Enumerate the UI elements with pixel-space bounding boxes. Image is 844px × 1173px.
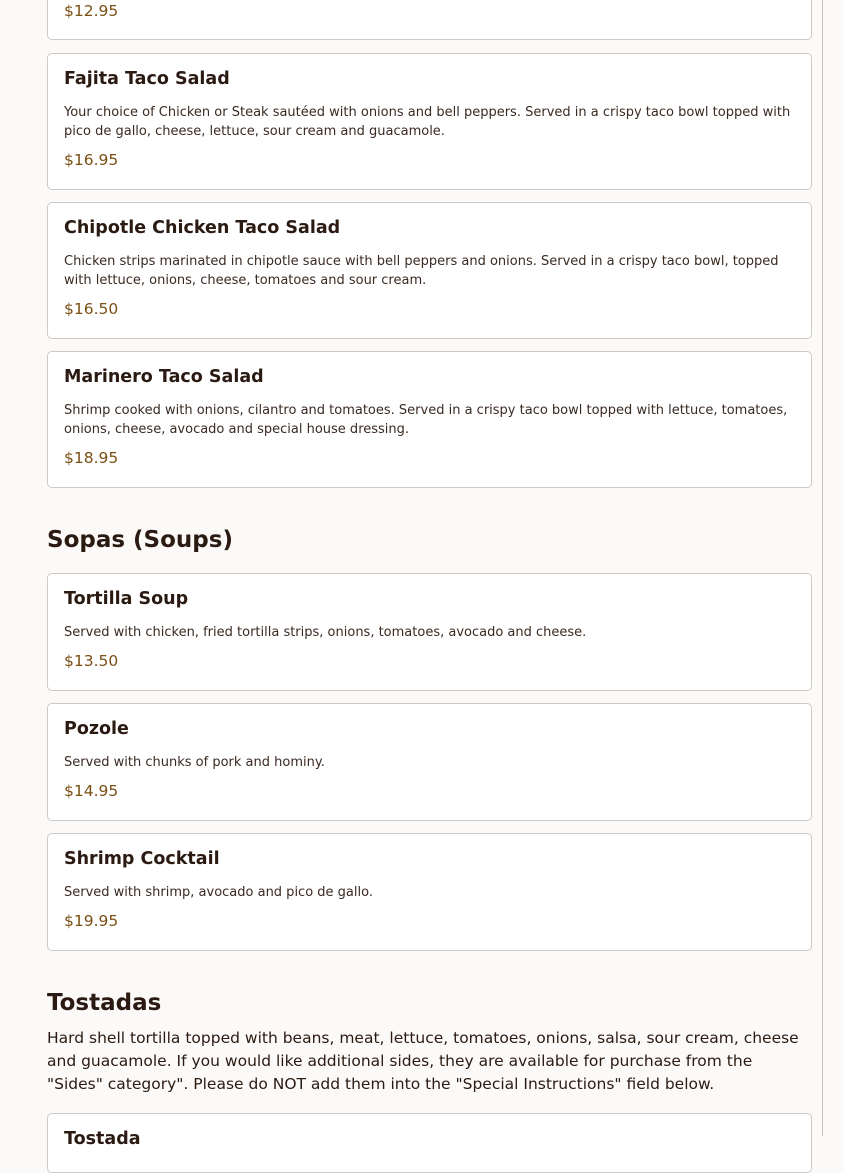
item-description: Served with chunks of pork and hominy.	[64, 755, 325, 770]
item-name: Tortilla Soup	[64, 589, 189, 609]
menu-item-card[interactable]	[47, 53, 812, 190]
right-divider	[822, 0, 823, 1136]
item-name: Marinero Taco Salad	[64, 367, 264, 387]
section-description: Hard shell tortilla topped with beans, meat, lettuce, tomatoes, onions, salsa, sour cream, cheese and guacamole. If you would like additional sides, they are available for purchase from the "Sides" category". Please do NOT add them into the "Special Instructions" field below.	[47, 1029, 799, 1093]
item-price: $14.95	[64, 782, 119, 800]
section-title-soups: Sopas (Soups)	[47, 527, 233, 553]
item-name: Pozole	[64, 719, 129, 739]
item-description: Your choice of Chicken or Steak sautéed with onions and bell peppers. Served in a crispy taco bowl topped with pico de gallo, cheese, lettuce, sour cream and guacamole.	[64, 105, 791, 139]
item-price: $12.95	[64, 2, 119, 20]
menu-item-card[interactable]	[47, 573, 812, 691]
item-name: Tostada	[64, 1129, 141, 1149]
item-description: Chicken strips marinated in chipotle sauce with bell peppers and onions. Served in a crispy taco bowl, topped with lettuce, onions, cheese, tomatoes and sour cream.	[64, 254, 779, 288]
item-price: $19.95	[64, 912, 119, 930]
item-name: Shrimp Cocktail	[64, 849, 220, 869]
menu-item-card[interactable]	[47, 351, 812, 488]
menu-item-card[interactable]	[47, 1113, 812, 1173]
section-title-tostadas: Tostadas	[47, 990, 162, 1016]
item-description: Shrimp cooked with onions, cilantro and tomatoes. Served in a crispy taco bowl topped with lettuce, tomatoes, onions, cheese, avocado and special house dressing.	[64, 403, 788, 437]
item-price: $18.95	[64, 449, 119, 467]
menu-item-card[interactable]	[47, 0, 812, 40]
menu-item-card[interactable]	[47, 202, 812, 339]
item-description: Served with chicken, fried tortilla strips, onions, tomatoes, avocado and cheese.	[64, 625, 587, 640]
item-price: $16.50	[64, 300, 119, 318]
item-price: $16.95	[64, 151, 119, 169]
item-price: $13.50	[64, 652, 119, 670]
item-description: Served with shrimp, avocado and pico de gallo.	[64, 885, 373, 900]
menu-item-card[interactable]	[47, 703, 812, 821]
item-name: Chipotle Chicken Taco Salad	[64, 218, 341, 238]
menu-item-card[interactable]	[47, 833, 812, 951]
item-name: Fajita Taco Salad	[64, 69, 230, 89]
